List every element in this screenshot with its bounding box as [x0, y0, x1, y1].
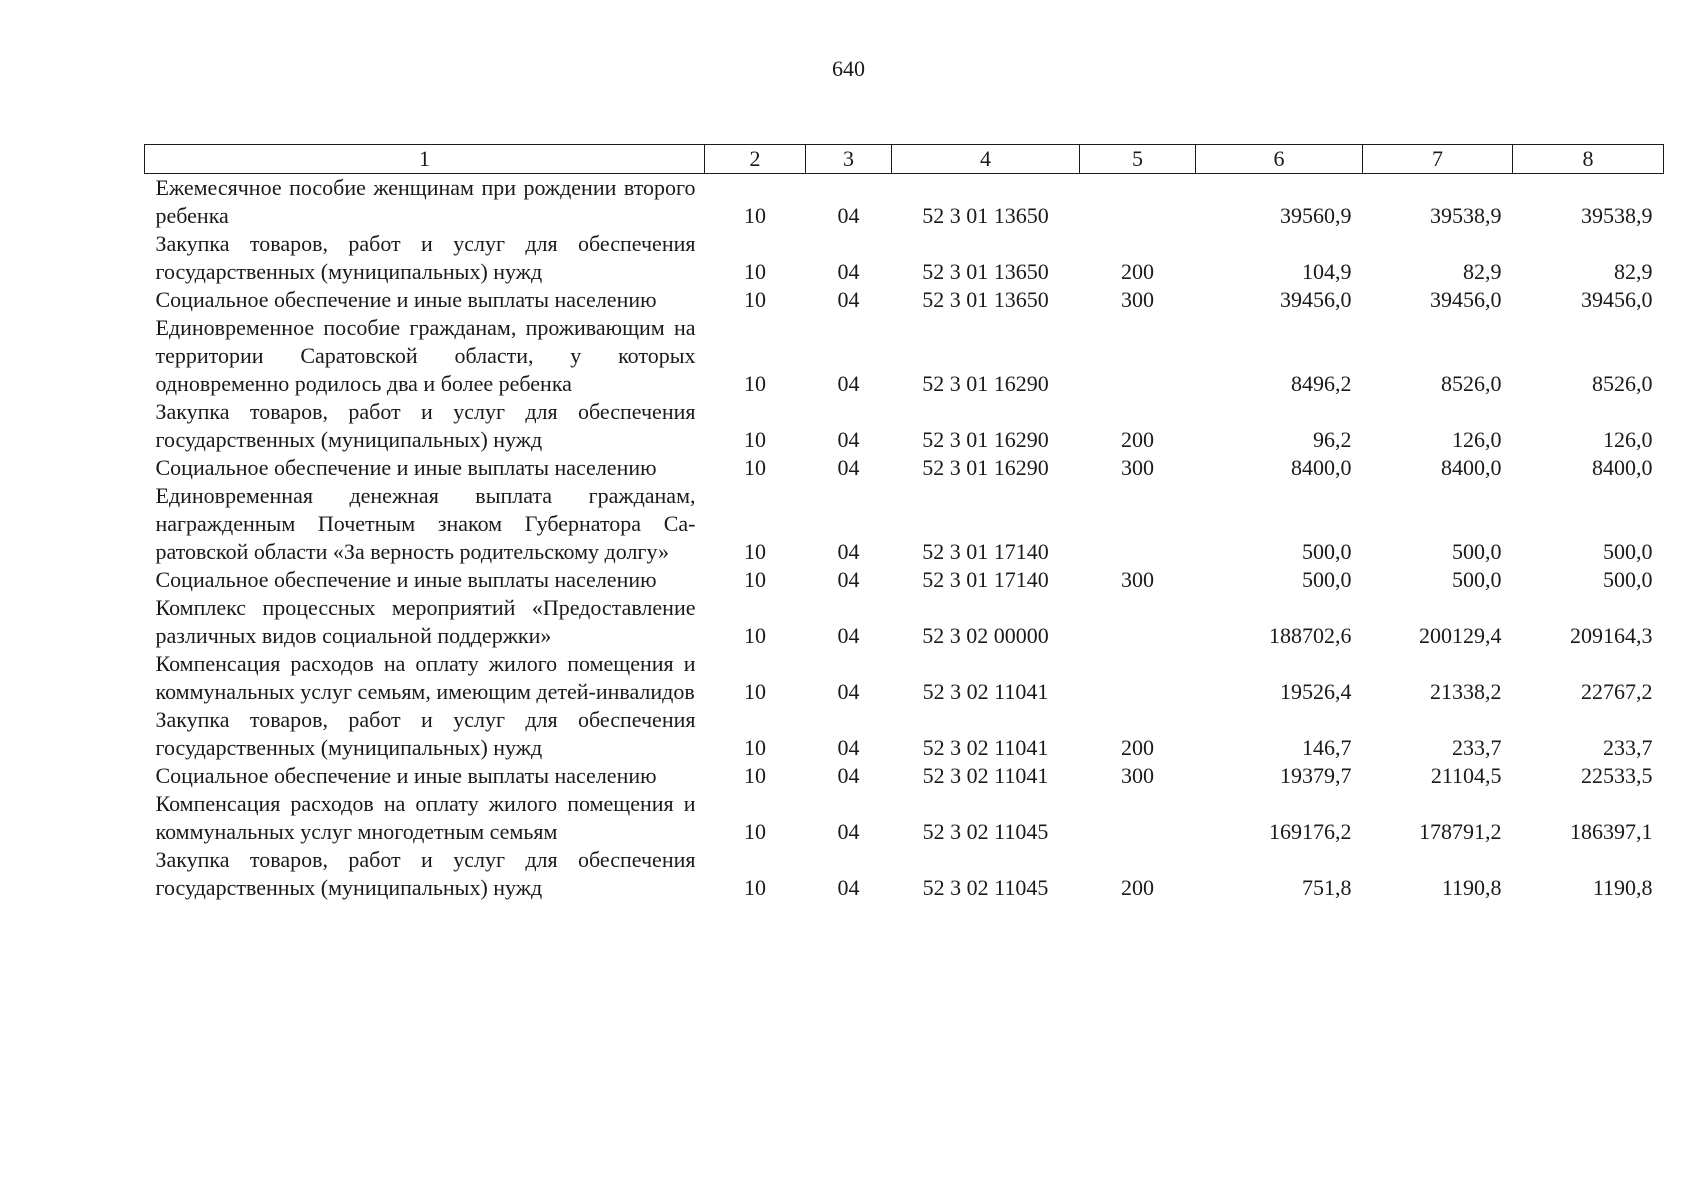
- row-expense-type: [1080, 594, 1196, 650]
- row-expense-type: 200: [1121, 875, 1154, 900]
- row-section: 10: [744, 875, 766, 900]
- row-target-code: 52 3 02 11041: [922, 735, 1049, 760]
- header-col-6: 6: [1196, 145, 1363, 174]
- row-amount-col7: 8526,0: [1441, 371, 1502, 396]
- row-section: 10: [744, 735, 766, 760]
- row-amount-col8: 82,9: [1614, 259, 1653, 284]
- row-target-code: 52 3 01 13650: [922, 287, 1049, 312]
- row-amount-col7: 500,0: [1452, 567, 1502, 592]
- row-section: 10: [744, 539, 766, 564]
- row-amount-col7: 178791,2: [1419, 819, 1502, 844]
- row-subsection: 04: [837, 679, 860, 704]
- table-row: [145, 454, 1664, 482]
- row-amount-col6: 751,8: [1302, 875, 1352, 900]
- row-amount-col6: 19379,7: [1280, 763, 1352, 788]
- row-amount-col7: 200129,4: [1419, 623, 1502, 648]
- header-col-3: 3: [806, 145, 892, 174]
- row-amount-col7: 21104,5: [1430, 763, 1502, 788]
- page-number: 640: [832, 56, 865, 81]
- row-description: Комплекс процессных мероприятий «Предоставление различных видов социальной поддержки»: [155, 595, 696, 648]
- row-target-code: 52 3 01 16290: [922, 455, 1049, 480]
- row-amount-col8: 126,0: [1603, 427, 1653, 452]
- table-row: [145, 594, 1664, 650]
- row-target-code: 52 3 01 17140: [922, 539, 1049, 564]
- table-body: [145, 174, 1664, 903]
- budget-table: [144, 144, 1664, 902]
- row-expense-type: 200: [1121, 427, 1154, 452]
- row-section: 10: [744, 679, 766, 704]
- row-description: Социальное обеспечение и иные выплаты населению: [155, 455, 657, 480]
- row-amount-col8: 8526,0: [1592, 371, 1653, 396]
- header-row: [145, 145, 1664, 174]
- table-row: [145, 790, 1664, 846]
- row-description: Единовременное пособие гражданам, проживающим на территории Саратовской области, у которых одновременно родилось два и более ребенка: [155, 315, 696, 396]
- header-col-8: 8: [1513, 145, 1664, 174]
- row-description: Социальное обеспечение и иные выплаты населению: [155, 763, 657, 788]
- row-description: Компенсация расходов на оплату жилого помещения и коммунальных услуг семьям, имеющим детей-инвалидов: [155, 651, 696, 704]
- row-section: 10: [744, 623, 766, 648]
- row-amount-col8: 22767,2: [1581, 679, 1653, 704]
- row-amount-col6: 8400,0: [1291, 455, 1352, 480]
- row-description: Закупка товаров, работ и услуг для обеспечения государственных (муниципальных) нужд: [155, 847, 696, 900]
- row-amount-col6: 104,9: [1302, 259, 1352, 284]
- header-col-2: 2: [705, 145, 806, 174]
- row-subsection: 04: [837, 371, 860, 396]
- row-subsection: 04: [837, 287, 860, 312]
- row-amount-col6: 39456,0: [1280, 287, 1352, 312]
- row-subsection: 04: [837, 203, 860, 228]
- row-expense-type: 300: [1121, 287, 1154, 312]
- row-subsection: 04: [837, 875, 860, 900]
- header-col-7: 7: [1363, 145, 1513, 174]
- table-row: [145, 398, 1664, 454]
- row-amount-col7: 21338,2: [1430, 679, 1502, 704]
- row-amount-col6: 39560,9: [1280, 203, 1352, 228]
- row-expense-type: [1080, 650, 1196, 706]
- row-expense-type: [1080, 482, 1196, 566]
- table-row: [145, 230, 1664, 286]
- row-amount-col7: 8400,0: [1441, 455, 1502, 480]
- row-target-code: 52 3 02 11045: [922, 819, 1049, 844]
- row-amount-col8: 1190,8: [1592, 875, 1653, 900]
- row-amount-col6: 169176,2: [1269, 819, 1352, 844]
- row-section: 10: [744, 819, 766, 844]
- table-row: [145, 286, 1664, 314]
- row-description: Ежемесячное пособие женщинам при рождении второго ребенка: [155, 175, 696, 228]
- row-section: 10: [744, 203, 766, 228]
- row-amount-col7: 500,0: [1452, 539, 1502, 564]
- table-row: [145, 650, 1664, 706]
- table-row: [145, 706, 1664, 762]
- row-amount-col8: 500,0: [1603, 539, 1653, 564]
- row-expense-type: [1080, 790, 1196, 846]
- row-section: 10: [744, 567, 766, 592]
- row-target-code: 52 3 01 13650: [922, 203, 1049, 228]
- row-expense-type: 300: [1121, 567, 1154, 592]
- row-target-code: 52 3 02 00000: [922, 623, 1049, 648]
- row-amount-col7: 233,7: [1452, 735, 1502, 760]
- table-row: [145, 566, 1664, 594]
- row-amount-col8: 39456,0: [1581, 287, 1653, 312]
- table-row: [145, 482, 1664, 566]
- row-subsection: 04: [837, 539, 860, 564]
- row-amount-col8: 233,7: [1603, 735, 1653, 760]
- row-description: Социальное обеспечение и иные выплаты населению: [155, 287, 657, 312]
- row-amount-col6: 146,7: [1302, 735, 1352, 760]
- row-section: 10: [744, 763, 766, 788]
- row-amount-col8: 186397,1: [1570, 819, 1653, 844]
- row-amount-col6: 8496,2: [1291, 371, 1352, 396]
- row-subsection: 04: [837, 819, 860, 844]
- row-amount-col8: 500,0: [1603, 567, 1653, 592]
- row-target-code: 52 3 01 16290: [922, 371, 1049, 396]
- row-description: Закупка товаров, работ и услуг для обеспечения государственных (муниципальных) нужд: [155, 231, 696, 284]
- row-target-code: 52 3 02 11045: [922, 875, 1049, 900]
- table-header: [145, 145, 1664, 174]
- row-amount-col6: 500,0: [1302, 567, 1352, 592]
- row-subsection: 04: [837, 735, 860, 760]
- row-amount-col7: 82,9: [1463, 259, 1502, 284]
- row-subsection: 04: [837, 455, 860, 480]
- row-amount-col7: 1190,8: [1441, 875, 1502, 900]
- table-row: [145, 174, 1664, 231]
- row-amount-col8: 8400,0: [1592, 455, 1653, 480]
- row-subsection: 04: [837, 763, 860, 788]
- row-subsection: 04: [837, 259, 860, 284]
- row-amount-col8: 22533,5: [1581, 763, 1653, 788]
- row-expense-type: [1080, 174, 1196, 231]
- row-section: 10: [744, 371, 766, 396]
- row-target-code: 52 3 02 11041: [922, 679, 1049, 704]
- table-row: [145, 762, 1664, 790]
- header-col-5: 5: [1080, 145, 1196, 174]
- row-subsection: 04: [837, 623, 860, 648]
- row-amount-col7: 39538,9: [1430, 203, 1502, 228]
- row-amount-col7: 126,0: [1452, 427, 1502, 452]
- row-expense-type: 200: [1121, 259, 1154, 284]
- row-section: 10: [744, 259, 766, 284]
- table-row: [145, 846, 1664, 902]
- row-section: 10: [744, 287, 766, 312]
- row-section: 10: [744, 427, 766, 452]
- row-subsection: 04: [837, 567, 860, 592]
- row-expense-type: 300: [1121, 455, 1154, 480]
- row-amount-col6: 19526,4: [1280, 679, 1352, 704]
- row-description: Социальное обеспечение и иные выплаты населению: [155, 567, 657, 592]
- row-description: Единовременная денежная выплата гражданам, награжденным Почетным знаком Губернатора Саратовской области «За верность родительскому долгу»: [155, 483, 696, 564]
- header-col-4: 4: [892, 145, 1080, 174]
- row-amount-col8: 209164,3: [1570, 623, 1653, 648]
- row-description: Закупка товаров, работ и услуг для обеспечения государственных (муниципальных) нужд: [155, 707, 696, 760]
- row-amount-col6: 500,0: [1302, 539, 1352, 564]
- table-row: [145, 314, 1664, 398]
- row-subsection: 04: [837, 427, 860, 452]
- row-target-code: 52 3 01 17140: [922, 567, 1049, 592]
- row-expense-type: 200: [1121, 735, 1154, 760]
- row-amount-col6: 188702,6: [1269, 623, 1352, 648]
- row-expense-type: 300: [1121, 763, 1154, 788]
- row-description: Закупка товаров, работ и услуг для обеспечения государственных (муниципальных) нужд: [155, 399, 696, 452]
- row-target-code: 52 3 02 11041: [922, 763, 1049, 788]
- row-amount-col7: 39456,0: [1430, 287, 1502, 312]
- row-amount-col8: 39538,9: [1581, 203, 1653, 228]
- row-description: Компенсация расходов на оплату жилого помещения и коммунальных услуг многодетным семьям: [155, 791, 696, 844]
- row-target-code: 52 3 01 13650: [922, 259, 1049, 284]
- header-col-1: 1: [145, 145, 705, 174]
- row-expense-type: [1080, 314, 1196, 398]
- row-section: 10: [744, 455, 766, 480]
- row-amount-col6: 96,2: [1313, 427, 1352, 452]
- row-target-code: 52 3 01 16290: [922, 427, 1049, 452]
